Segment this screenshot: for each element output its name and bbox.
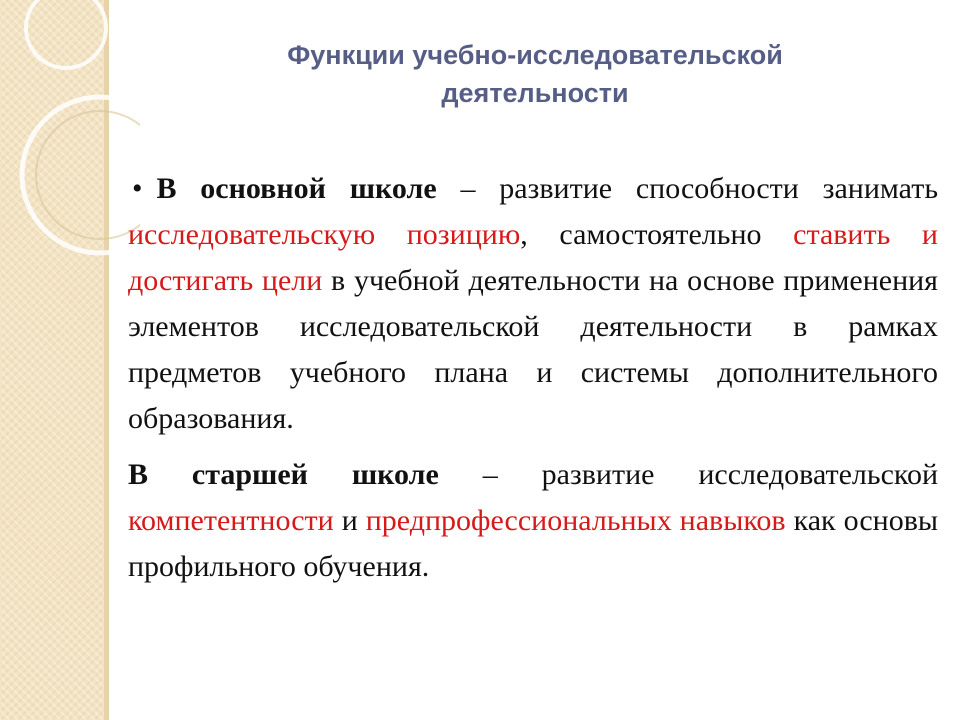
title-line-1: Функции учебно-исследовательской (287, 40, 783, 70)
high-school-lead: В старшей школе (128, 458, 439, 491)
highlight-competence: компетентности (128, 504, 334, 537)
title-line-2: деятельности (441, 78, 629, 108)
paragraph-high-school (128, 452, 938, 590)
ring-large-inner (36, 111, 140, 239)
high-school-text-2: и (333, 504, 366, 537)
highlight-set-goals: ставить и достигать цели (128, 218, 938, 297)
slide-title (150, 36, 920, 112)
highlight-preprofessional-skills: предпрофессиональных навыков (365, 504, 786, 537)
ring-large (22, 97, 140, 253)
decorative-rings (0, 0, 140, 260)
high-school-text-1: – развитие исследовательской (438, 458, 938, 491)
slide-body (128, 166, 938, 590)
basic-school-text-1: – развитие способности занимать (436, 172, 938, 205)
paragraph-basic-school (128, 166, 938, 442)
ring-small (26, 0, 106, 68)
basic-school-lead: В основной школе (156, 172, 437, 205)
basic-school-text-3: в учебной деятельности на основе применения элементов исследовательской деятельности в рамках предметов учебного плана и системы дополнительного образования. (128, 264, 938, 435)
basic-school-text-2: , самостоятельно (520, 218, 794, 251)
high-school-text-3: как основы профильного обучения. (128, 504, 939, 583)
bullet-icon: • (132, 172, 143, 205)
highlight-research-position: исследовательскую позицию (128, 218, 521, 251)
